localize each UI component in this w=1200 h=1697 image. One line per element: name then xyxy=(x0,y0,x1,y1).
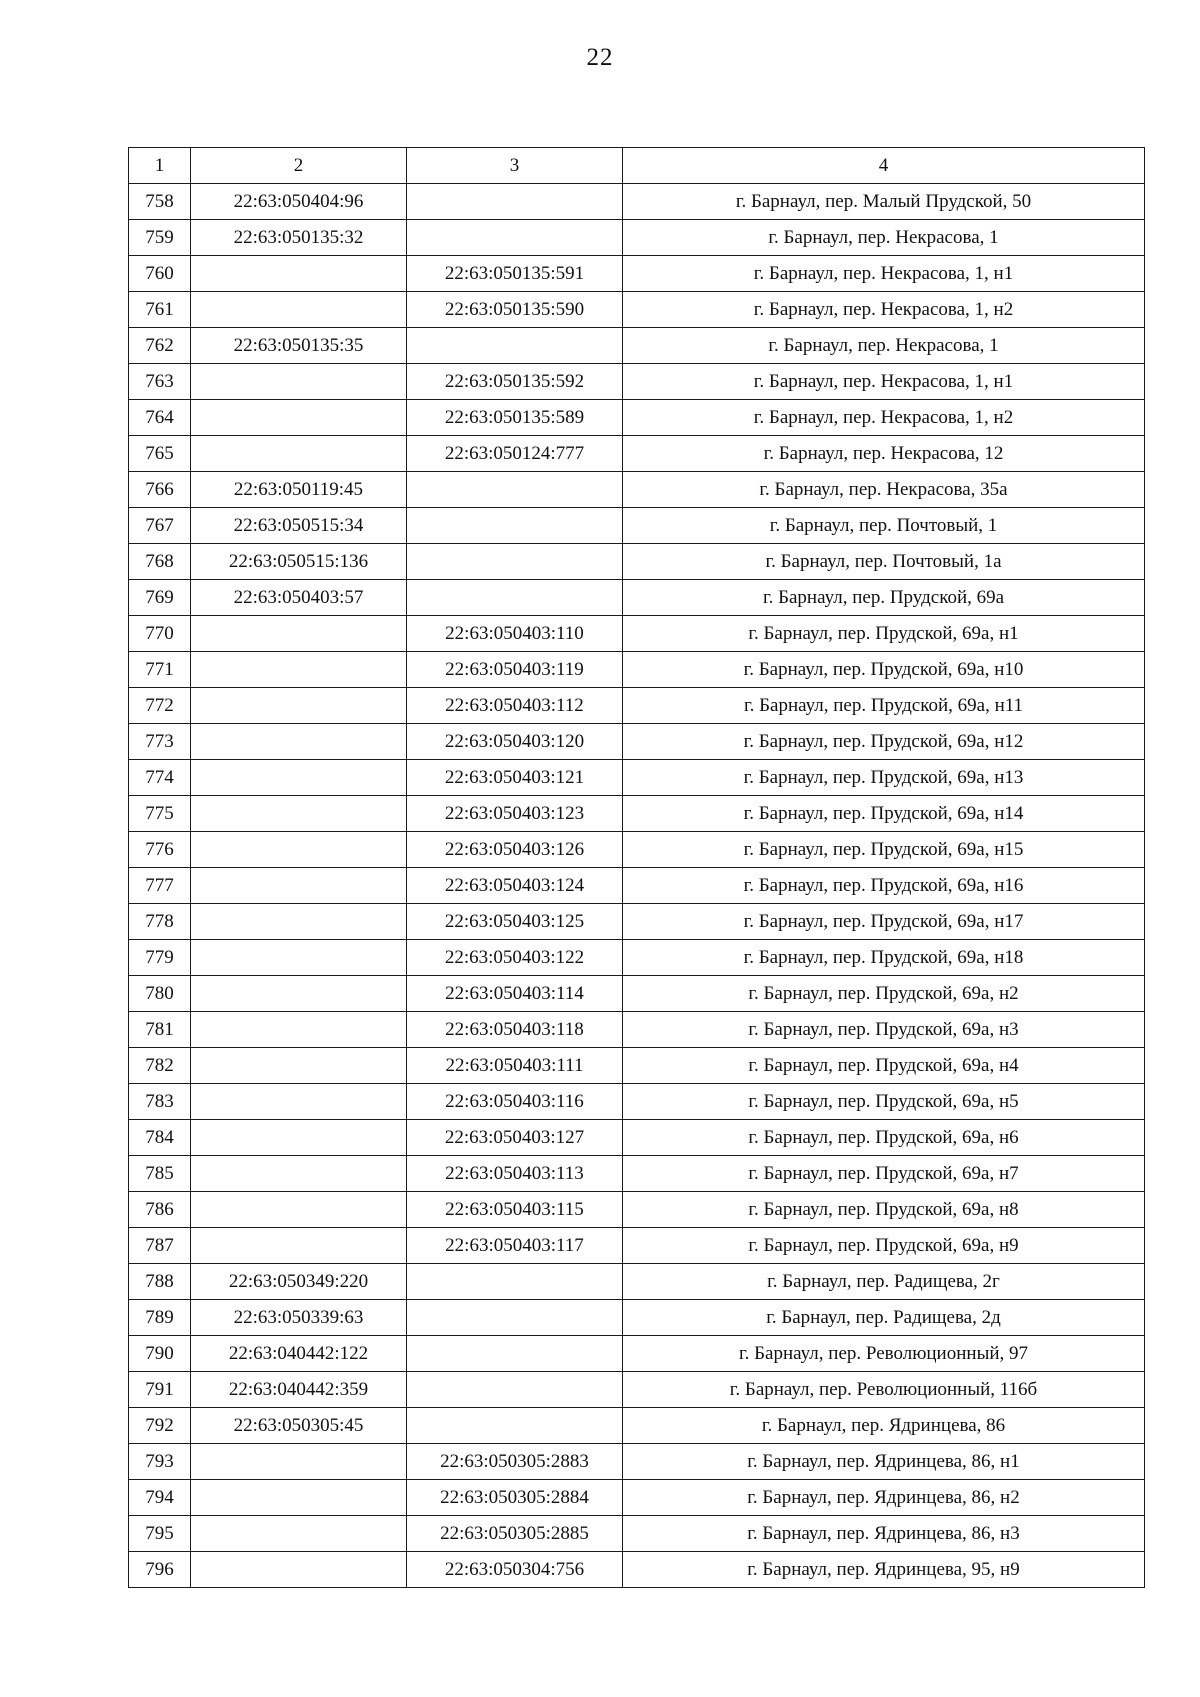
parcel-number-cell: 22:63:050515:34 xyxy=(191,508,407,544)
address-cell: г. Барнаул, пер. Радищева, 2г xyxy=(623,1264,1145,1300)
parcel-number-cell xyxy=(191,688,407,724)
row-number-cell: 780 xyxy=(129,976,191,1012)
address-cell: г. Барнаул, пер. Ядринцева, 86, н2 xyxy=(623,1480,1145,1516)
table-header-row xyxy=(129,148,1145,184)
parcel-number-cell xyxy=(191,1444,407,1480)
parcel-number-cell xyxy=(191,256,407,292)
parcel-number-cell: 22:63:050305:45 xyxy=(191,1408,407,1444)
address-cell: г. Барнаул, пер. Прудской, 69а, н7 xyxy=(623,1156,1145,1192)
parcel-number-cell xyxy=(191,940,407,976)
table-row xyxy=(129,1012,1145,1048)
address-cell: г. Барнаул, пер. Малый Прудской, 50 xyxy=(623,184,1145,220)
address-cell: г. Барнаул, пер. Прудской, 69а, н18 xyxy=(623,940,1145,976)
parcel-number-cell: 22:63:040442:359 xyxy=(191,1372,407,1408)
parcel-number-cell: 22:63:050135:32 xyxy=(191,220,407,256)
row-number-cell: 758 xyxy=(129,184,191,220)
row-number-cell: 779 xyxy=(129,940,191,976)
table-row xyxy=(129,616,1145,652)
parcel-number-cell xyxy=(191,364,407,400)
address-cell: г. Барнаул, пер. Почтовый, 1а xyxy=(623,544,1145,580)
parcel-number-cell xyxy=(191,1012,407,1048)
column-header-premises-number: 3 xyxy=(407,148,623,184)
address-cell: г. Барнаул, пер. Прудской, 69а, н5 xyxy=(623,1084,1145,1120)
parcel-number-cell xyxy=(191,436,407,472)
address-cell: г. Барнаул, пер. Некрасова, 12 xyxy=(623,436,1145,472)
parcel-number-cell: 22:63:050515:136 xyxy=(191,544,407,580)
table-row xyxy=(129,1084,1145,1120)
premises-number-cell xyxy=(407,220,623,256)
table-row xyxy=(129,1408,1145,1444)
address-cell: г. Барнаул, пер. Прудской, 69а, н8 xyxy=(623,1192,1145,1228)
address-cell: г. Барнаул, пер. Некрасова, 1, н2 xyxy=(623,292,1145,328)
premises-number-cell: 22:63:050403:115 xyxy=(407,1192,623,1228)
premises-number-cell: 22:63:050403:126 xyxy=(407,832,623,868)
table-row xyxy=(129,364,1145,400)
parcel-number-cell xyxy=(191,760,407,796)
table-row xyxy=(129,1264,1145,1300)
premises-number-cell: 22:63:050135:591 xyxy=(407,256,623,292)
table-row xyxy=(129,796,1145,832)
address-cell: г. Барнаул, пер. Прудской, 69а, н10 xyxy=(623,652,1145,688)
address-cell: г. Барнаул, пер. Почтовый, 1 xyxy=(623,508,1145,544)
premises-number-cell: 22:63:050403:116 xyxy=(407,1084,623,1120)
premises-number-cell: 22:63:050135:589 xyxy=(407,400,623,436)
row-number-cell: 796 xyxy=(129,1552,191,1588)
column-header-number: 1 xyxy=(129,148,191,184)
row-number-cell: 785 xyxy=(129,1156,191,1192)
table-body xyxy=(129,184,1145,1588)
premises-number-cell xyxy=(407,508,623,544)
parcel-number-cell: 22:63:050135:35 xyxy=(191,328,407,364)
table-row xyxy=(129,400,1145,436)
row-number-cell: 766 xyxy=(129,472,191,508)
table-row xyxy=(129,1156,1145,1192)
column-header-address: 4 xyxy=(623,148,1145,184)
parcel-number-cell xyxy=(191,904,407,940)
table-row xyxy=(129,868,1145,904)
parcel-number-cell: 22:63:050404:96 xyxy=(191,184,407,220)
parcel-number-cell: 22:63:050349:220 xyxy=(191,1264,407,1300)
row-number-cell: 764 xyxy=(129,400,191,436)
address-cell: г. Барнаул, пер. Революционный, 116б xyxy=(623,1372,1145,1408)
row-number-cell: 775 xyxy=(129,796,191,832)
row-number-cell: 791 xyxy=(129,1372,191,1408)
column-header-parcel-number: 2 xyxy=(191,148,407,184)
table-row xyxy=(129,436,1145,472)
premises-number-cell: 22:63:050403:121 xyxy=(407,760,623,796)
address-cell: г. Барнаул, пер. Революционный, 97 xyxy=(623,1336,1145,1372)
address-cell: г. Барнаул, пер. Прудской, 69а, н12 xyxy=(623,724,1145,760)
address-cell: г. Барнаул, пер. Прудской, 69а, н16 xyxy=(623,868,1145,904)
table-row xyxy=(129,1552,1145,1588)
table-row xyxy=(129,220,1145,256)
row-number-cell: 771 xyxy=(129,652,191,688)
table-row xyxy=(129,976,1145,1012)
premises-number-cell: 22:63:050403:114 xyxy=(407,976,623,1012)
table-row xyxy=(129,472,1145,508)
table-row xyxy=(129,292,1145,328)
address-cell: г. Барнаул, пер. Прудской, 69а, н4 xyxy=(623,1048,1145,1084)
parcel-number-cell xyxy=(191,868,407,904)
row-number-cell: 763 xyxy=(129,364,191,400)
address-cell: г. Барнаул, пер. Прудской, 69а, н14 xyxy=(623,796,1145,832)
table-row xyxy=(129,256,1145,292)
premises-number-cell: 22:63:050403:127 xyxy=(407,1120,623,1156)
table-row xyxy=(129,1228,1145,1264)
parcel-number-cell xyxy=(191,616,407,652)
premises-number-cell xyxy=(407,1300,623,1336)
row-number-cell: 787 xyxy=(129,1228,191,1264)
address-cell: г. Барнаул, пер. Некрасова, 1 xyxy=(623,328,1145,364)
address-cell: г. Барнаул, пер. Некрасова, 1, н1 xyxy=(623,364,1145,400)
table-row xyxy=(129,1300,1145,1336)
premises-number-cell xyxy=(407,1336,623,1372)
row-number-cell: 767 xyxy=(129,508,191,544)
row-number-cell: 778 xyxy=(129,904,191,940)
table-row xyxy=(129,184,1145,220)
premises-number-cell xyxy=(407,184,623,220)
address-cell: г. Барнаул, пер. Ядринцева, 86, н3 xyxy=(623,1516,1145,1552)
row-number-cell: 777 xyxy=(129,868,191,904)
parcel-number-cell xyxy=(191,832,407,868)
premises-number-cell xyxy=(407,1264,623,1300)
parcel-number-cell xyxy=(191,796,407,832)
parcel-number-cell: 22:63:050403:57 xyxy=(191,580,407,616)
row-number-cell: 790 xyxy=(129,1336,191,1372)
premises-number-cell: 22:63:050305:2884 xyxy=(407,1480,623,1516)
premises-number-cell: 22:63:050403:117 xyxy=(407,1228,623,1264)
premises-number-cell: 22:63:050305:2885 xyxy=(407,1516,623,1552)
table-row xyxy=(129,508,1145,544)
table-row xyxy=(129,1516,1145,1552)
row-number-cell: 789 xyxy=(129,1300,191,1336)
table-row xyxy=(129,760,1145,796)
premises-number-cell: 22:63:050403:110 xyxy=(407,616,623,652)
table-row xyxy=(129,1372,1145,1408)
row-number-cell: 776 xyxy=(129,832,191,868)
row-number-cell: 781 xyxy=(129,1012,191,1048)
address-cell: г. Барнаул, пер. Некрасова, 1 xyxy=(623,220,1145,256)
parcel-number-cell xyxy=(191,1552,407,1588)
address-cell: г. Барнаул, пер. Ядринцева, 95, н9 xyxy=(623,1552,1145,1588)
parcel-number-cell xyxy=(191,1048,407,1084)
address-cell: г. Барнаул, пер. Прудской, 69а, н15 xyxy=(623,832,1145,868)
row-number-cell: 782 xyxy=(129,1048,191,1084)
address-cell: г. Барнаул, пер. Ядринцева, 86, н1 xyxy=(623,1444,1145,1480)
table-row xyxy=(129,652,1145,688)
parcel-number-cell xyxy=(191,400,407,436)
parcel-number-cell xyxy=(191,652,407,688)
parcel-number-cell xyxy=(191,1084,407,1120)
row-number-cell: 774 xyxy=(129,760,191,796)
premises-number-cell: 22:63:050124:777 xyxy=(407,436,623,472)
premises-number-cell: 22:63:050403:122 xyxy=(407,940,623,976)
row-number-cell: 788 xyxy=(129,1264,191,1300)
row-number-cell: 795 xyxy=(129,1516,191,1552)
register-table xyxy=(128,147,1145,1588)
premises-number-cell: 22:63:050304:756 xyxy=(407,1552,623,1588)
table-row xyxy=(129,1444,1145,1480)
row-number-cell: 759 xyxy=(129,220,191,256)
row-number-cell: 792 xyxy=(129,1408,191,1444)
premises-number-cell xyxy=(407,580,623,616)
table-row xyxy=(129,1120,1145,1156)
premises-number-cell: 22:63:050403:119 xyxy=(407,652,623,688)
address-cell: г. Барнаул, пер. Некрасова, 35а xyxy=(623,472,1145,508)
row-number-cell: 770 xyxy=(129,616,191,652)
row-number-cell: 762 xyxy=(129,328,191,364)
premises-number-cell xyxy=(407,1372,623,1408)
table-row xyxy=(129,580,1145,616)
premises-number-cell: 22:63:050403:113 xyxy=(407,1156,623,1192)
premises-number-cell: 22:63:050403:123 xyxy=(407,796,623,832)
address-cell: г. Барнаул, пер. Прудской, 69а xyxy=(623,580,1145,616)
row-number-cell: 772 xyxy=(129,688,191,724)
premises-number-cell: 22:63:050135:592 xyxy=(407,364,623,400)
table-row xyxy=(129,940,1145,976)
address-cell: г. Барнаул, пер. Некрасова, 1, н2 xyxy=(623,400,1145,436)
parcel-number-cell: 22:63:050119:45 xyxy=(191,472,407,508)
premises-number-cell xyxy=(407,328,623,364)
row-number-cell: 768 xyxy=(129,544,191,580)
address-cell: г. Барнаул, пер. Прудской, 69а, н2 xyxy=(623,976,1145,1012)
parcel-number-cell: 22:63:040442:122 xyxy=(191,1336,407,1372)
address-cell: г. Барнаул, пер. Радищева, 2д xyxy=(623,1300,1145,1336)
page-number: 22 xyxy=(586,44,614,71)
premises-number-cell: 22:63:050135:590 xyxy=(407,292,623,328)
row-number-cell: 783 xyxy=(129,1084,191,1120)
address-cell: г. Барнаул, пер. Прудской, 69а, н1 xyxy=(623,616,1145,652)
premises-number-cell: 22:63:050403:118 xyxy=(407,1012,623,1048)
table-row xyxy=(129,1192,1145,1228)
address-cell: г. Барнаул, пер. Прудской, 69а, н17 xyxy=(623,904,1145,940)
parcel-number-cell xyxy=(191,1480,407,1516)
parcel-number-cell xyxy=(191,1192,407,1228)
premises-number-cell: 22:63:050305:2883 xyxy=(407,1444,623,1480)
parcel-number-cell xyxy=(191,1516,407,1552)
address-cell: г. Барнаул, пер. Прудской, 69а, н9 xyxy=(623,1228,1145,1264)
parcel-number-cell xyxy=(191,976,407,1012)
table-row xyxy=(129,832,1145,868)
table-row xyxy=(129,904,1145,940)
premises-number-cell: 22:63:050403:120 xyxy=(407,724,623,760)
parcel-number-cell xyxy=(191,1228,407,1264)
row-number-cell: 760 xyxy=(129,256,191,292)
premises-number-cell: 22:63:050403:124 xyxy=(407,868,623,904)
table-row xyxy=(129,688,1145,724)
row-number-cell: 784 xyxy=(129,1120,191,1156)
table-row xyxy=(129,1336,1145,1372)
parcel-number-cell xyxy=(191,292,407,328)
row-number-cell: 793 xyxy=(129,1444,191,1480)
premises-number-cell: 22:63:050403:125 xyxy=(407,904,623,940)
premises-number-cell: 22:63:050403:111 xyxy=(407,1048,623,1084)
premises-number-cell: 22:63:050403:112 xyxy=(407,688,623,724)
table-row xyxy=(129,544,1145,580)
premises-number-cell xyxy=(407,544,623,580)
row-number-cell: 794 xyxy=(129,1480,191,1516)
parcel-number-cell: 22:63:050339:63 xyxy=(191,1300,407,1336)
row-number-cell: 765 xyxy=(129,436,191,472)
row-number-cell: 761 xyxy=(129,292,191,328)
parcel-number-cell xyxy=(191,1156,407,1192)
address-cell: г. Барнаул, пер. Прудской, 69а, н11 xyxy=(623,688,1145,724)
address-cell: г. Барнаул, пер. Некрасова, 1, н1 xyxy=(623,256,1145,292)
table-row xyxy=(129,1048,1145,1084)
premises-number-cell xyxy=(407,1408,623,1444)
parcel-number-cell xyxy=(191,1120,407,1156)
row-number-cell: 769 xyxy=(129,580,191,616)
address-cell: г. Барнаул, пер. Прудской, 69а, н13 xyxy=(623,760,1145,796)
address-cell: г. Барнаул, пер. Прудской, 69а, н6 xyxy=(623,1120,1145,1156)
table-row xyxy=(129,724,1145,760)
row-number-cell: 773 xyxy=(129,724,191,760)
table-row xyxy=(129,328,1145,364)
premises-number-cell xyxy=(407,472,623,508)
address-cell: г. Барнаул, пер. Прудской, 69а, н3 xyxy=(623,1012,1145,1048)
row-number-cell: 786 xyxy=(129,1192,191,1228)
table-row xyxy=(129,1480,1145,1516)
parcel-number-cell xyxy=(191,724,407,760)
address-cell: г. Барнаул, пер. Ядринцева, 86 xyxy=(623,1408,1145,1444)
